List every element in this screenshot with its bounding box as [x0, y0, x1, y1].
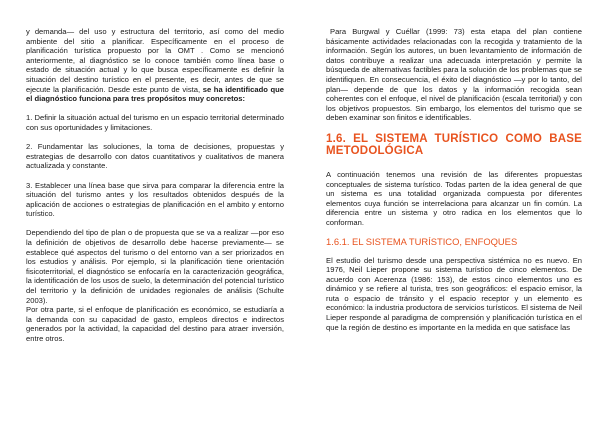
section-heading-1-6: 1.6. EL SISTEMA TURÍSTICO COMO BASE METODOLÓGICA: [326, 132, 582, 158]
subsection-heading-1-6-1: 1.6.1. EL SISTEMA TURÍSTICO, ENFOQUES: [326, 235, 518, 247]
burgwal-paragraph: Para Burgwal y Cuéllar (1999: 73) esta etapa del plan contiene básicamente actividades relacionadas con la recogida y tratamiento de la información. Según los autores, un buen levantamiento de información de datos contribuye a realizar una adecuada interpretación y permite la búsqueda de alternativas factibles para la solución de los problemas que se identifiquen. En consecuencia, el éxito del diagnóstico —y por lo tanto, del plan— depende de que los datos y la información recogida sean coherentes con el enfoque, el nivel de planificación (escala territorial) y con los objetivos propuestos. Sin embargo, los elementos del turismo que se deben examinar son finitos e identificables.: [326, 27, 582, 123]
left-column: [26, 27, 284, 344]
system-intro-paragraph: A continuación tenemos una revisión de las diferentes propuestas conceptuales de sistema turístico. Todas parten de la idea general de que un sistema es una totalidad organizada compuesta por diferentes elementos cuya función se interrelaciona para alcanzar un fin común. La diferencia entre un sistema y otro radica en los elementos que lo conforman.: [326, 169, 582, 227]
purpose-1: 1. Definir la situación actual del turismo en un espacio territorial determinado con sus oportunidades y limitaciones.: [26, 113, 284, 132]
intro-bold-text: se ha identificado que el diagnóstico funciona para tres propósitos muy concretos:: [26, 84, 285, 104]
purpose-2: 2. Fundamentar las soluciones, la toma de decisiones, propuestas y estrategias de desarrollo con datos cuantitativos y cualitativos de manera actualizada y constante.: [26, 142, 284, 171]
closing-paragraph-1: Dependiendo del tipo de plan o de propuesta que se va a realizar —por eso la definición de objetivos de desarrollo debe hacerse previamente— se establece qué aspectos del turismo o del entorno van a ser priorizados en los estudios y análisis. Por ejemplo, si la planificación tiene orientación fisicoterritorial, el diagnóstico se enfocaría en la caracterización geográfica, la identificación de los usos de suelo, la determinación del potencial turístico del territorio y la definición de unidades regionales de análisis (Schulte 2003).: [26, 228, 284, 305]
intro-text: y demanda— del uso y estructura del territorio, así como del medio ambiente del sitio a planificar. Específicamente en el proceso de planificación turística propuesto por la OMT . Como se mencionó anteriormente, al diagnóstico se lo conoce también como línea base o estado de situación actual y lo que busca específicamente es definir la situación del destino turístico en el presente, es decir, antes de que se ejecute la planificación. Desde este punto de vista,: [26, 27, 284, 94]
closing-paragraph-2: Por otra parte, si el enfoque de planificación es económico, se estudiaría a la demanda con su capacidad de gasto, empleos directos e indirectos generados por la actividad, la capacidad del destino para atraer inversión, entre otros.: [26, 305, 284, 343]
right-column: [326, 27, 582, 332]
purpose-3: 3. Establecer una línea base que sirva para comparar la diferencia entre la situación del turismo antes y los resultados obtenidos después de la aplicación de acciones o estrategias de planificación en el ambito y entorno turístico.: [26, 180, 284, 219]
intro-paragraph: [26, 27, 284, 104]
lieper-paragraph: El estudio del turismo desde una perspectiva sistémica no es nuevo. En 1976, Neil Lieper propone su sistema turístico de cinco elementos. De acuerdo con Acerenza (1986: 153), de estos cinco elementos uno es dinámico y se refiere al turista, tres son geográficos: el espacio emisor, la ruta o espacio de tránsito y el espacio receptor y un elemento es económico: la industria productora de servicios turísticos. El sistema de Neil Lieper responde al paradigma de comprensión y planificación turística en el que la región de destino es importante en la medida en que satisface las: [326, 255, 582, 332]
